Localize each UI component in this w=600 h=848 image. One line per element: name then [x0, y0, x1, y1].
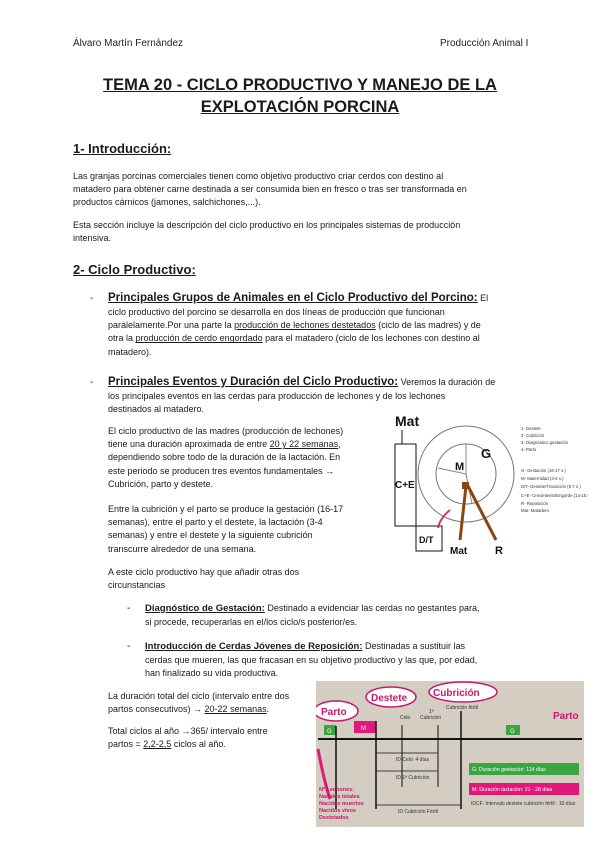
- total-line: .: [266, 704, 270, 715]
- cycle-line: Cubrición, parto y destete.: [108, 478, 214, 489]
- total-duration-paragraph: [108, 690, 318, 716]
- diagram-legend-item: C+E- Crecimiento/Engorde (14-15 s.): [521, 493, 588, 498]
- sub-bullet-diagnosis: [145, 601, 565, 629]
- diagram-dt-label: D/T: [419, 535, 434, 545]
- lechones-line: Nacidos muertos: [319, 801, 364, 807]
- sub-bullet-dash: -: [127, 603, 131, 614]
- intro-paragraph-2: [73, 219, 553, 245]
- section-1-heading: 1- Introducción:: [73, 141, 172, 156]
- cubricion-label: Cubrición: [433, 688, 480, 699]
- diagnosis-heading: Diagnóstico de Gestación:: [145, 603, 265, 614]
- title-line-2: EXPLOTACIÓN PORCINA: [200, 98, 400, 116]
- bullet-2-text: Veremos la duración de: [398, 377, 496, 387]
- intro-p1-line: productos cárnicos (jamones, salchichones,...).: [73, 197, 261, 208]
- bullet-1-text: ciclo productivo del porcino se desarrolla en dos líneas de producción que funcionan: [108, 307, 445, 317]
- gestation-line: transcurre alrededor de una semana.: [108, 543, 257, 554]
- year-line: ciclos al año.: [171, 739, 226, 750]
- title-line-1: TEMA 20 - CICLO PRODUCTIVO Y MANEJO DE LA: [103, 76, 497, 94]
- diagram-ce-label: C+E: [395, 480, 415, 491]
- year-line: Total ciclos al año →365/ intervalo entre: [108, 726, 268, 736]
- cycle-timeline-figure: [316, 681, 584, 827]
- replacement-heading: Introducción de Cerdas Jóvenes de Reposición:: [145, 641, 363, 652]
- celo-label: Celo: [400, 715, 411, 721]
- lechones-line: Nacidos vivos: [319, 808, 356, 814]
- diagnosis-text: si procede, recuperarlas en el/los ciclo/s posterior/es.: [145, 617, 358, 627]
- legend-idcf-text: IDCF: Intervalo destete cubrición fértil : 10 días: [471, 801, 576, 807]
- diagram-legend-item: D/T- Destete/Transición (5-7 s.): [521, 484, 581, 489]
- bullet-1-text: otra la: [108, 333, 136, 344]
- intro-p1-line: matadero para obtener carne destinada a ser consumida bien en fresco o tras ser transformada en: [73, 184, 467, 195]
- replacement-text: han finalizado su vida productiva.: [145, 668, 279, 679]
- bullet-2-text: destinados al matadero.: [108, 404, 205, 415]
- cycle-line: ,: [338, 439, 341, 450]
- bullet-dash: -: [90, 377, 94, 388]
- intro-p2-line: intensiva.: [73, 233, 112, 244]
- parto-right-label: Parto: [553, 711, 579, 722]
- circumstances-paragraph: [108, 566, 388, 592]
- bullet-dash: -: [90, 293, 94, 304]
- diagram-legend-item: M- Maternidad (3-4 s.): [521, 476, 564, 481]
- gestation-line: semanas) y entre el destete y la siguiente cubrición: [108, 530, 313, 541]
- cycle-paragraph: [108, 425, 388, 491]
- bullet-2-text: los principales eventos en las cerdas para producción de lechones y de los lechones: [108, 391, 446, 401]
- intro-paragraph-1: [73, 170, 553, 210]
- lechones-line: Nº Lechones:: [319, 787, 355, 793]
- primera-label: 1ª: [429, 709, 434, 715]
- cycle-line: tiene una duración aproximada de entre: [108, 439, 270, 450]
- diagram-legend-item: G- Gestación (16-17 s.): [521, 468, 566, 473]
- diagram-legend-item: R- Reposición: [521, 501, 548, 506]
- replacement-text: cerdas que mueren, las que fracasan en su objetivo productivo y las que, por edad,: [145, 655, 478, 665]
- diagram-mat-top: Mat: [395, 413, 420, 429]
- replacement-text: Destinadas a sustituir las: [362, 641, 466, 651]
- diagram-mat-bottom: Mat: [450, 546, 468, 557]
- lechones-line: Destetados: [319, 815, 349, 821]
- id-fertil-label: ID Cubrición Fértil: [398, 809, 439, 815]
- timeline-m-label: M: [361, 726, 366, 732]
- cycles-per-year-paragraph: [108, 725, 318, 751]
- bullet-1-text: paralelamente.Por una parte la: [108, 320, 235, 331]
- weeks-range-text: 20 y 22 semanas: [269, 439, 339, 450]
- parto-left-label: Parto: [321, 707, 347, 718]
- diagram-mat-arrow: [460, 486, 466, 540]
- gestation-paragraph: [108, 503, 388, 556]
- year-line: partos =: [108, 739, 144, 750]
- cubricion-fertil-label: Cubrición fértil: [446, 705, 478, 711]
- circumstances-line: A este ciclo productivo hay que añadir otras dos: [108, 567, 300, 577]
- sub-bullet-replacement: [145, 639, 565, 680]
- header-course: Producción Animal I: [440, 38, 529, 49]
- cycle-line: este periodo se producen tres eventos fundamentales →: [108, 465, 335, 476]
- bullet-1-text: (ciclo de las madres) y de: [375, 320, 481, 331]
- id-primera-label: ID 1ª Cubrición: [396, 775, 430, 781]
- bullet-1-text: para el matadero (ciclo de los lechones con destino al: [262, 333, 480, 344]
- id-celo-label: ID Celo: 4 días: [396, 757, 430, 763]
- production-cycle-diagram: [388, 408, 588, 558]
- diagram-r-arrow: [468, 486, 496, 540]
- weaned-piglets-text: producción de lechones destetados: [234, 320, 376, 331]
- sub-bullet-dash: -: [127, 641, 131, 652]
- cycle-line: El ciclo productivo de las madres (producción de lechones): [108, 426, 344, 436]
- intro-p1-line: Las granjas porcinas comerciales tienen como objetivo productivo criar cerdos con destino al: [73, 171, 444, 181]
- cycles-range-text: 2,2-2,5: [143, 739, 172, 750]
- circumstances-line: circunstancias: [108, 580, 166, 591]
- total-line: partos consecutivos) →: [108, 704, 205, 715]
- total-line: La duración total del ciclo (intervalo entre dos: [108, 691, 290, 701]
- diagram-legend-item: 2- Cubrición: [521, 433, 545, 438]
- primera-cubricion-label: Cubrición: [420, 715, 442, 721]
- cycle-diagram-svg: [388, 408, 588, 558]
- diagram-r-label: R: [495, 545, 503, 557]
- section-2-heading: 2- Ciclo Productivo:: [73, 262, 196, 277]
- timeline-g-right: G: [510, 729, 515, 735]
- fattened-pig-text: producción de cerdo engordado: [135, 333, 263, 344]
- bullet-animal-groups: [108, 291, 528, 359]
- header-author: Álvaro Martín Fernández: [73, 38, 184, 49]
- bullet-1-heading: Principales Grupos de Animales en el Ciclo Productivo del Porcino:: [108, 292, 478, 304]
- legend-lactation-text: M: Duración lactación: 21 - 28 días: [472, 787, 553, 793]
- timeline-g-left: G: [327, 729, 332, 735]
- lechones-line: Nacidos totales: [319, 794, 360, 800]
- destete-label: Destete: [371, 693, 408, 704]
- diagram-legend-item: 1- Destete: [521, 426, 541, 431]
- legend-gestation-text: G: Duración gestación: 114 días: [472, 767, 546, 773]
- diagnosis-text: Destinado a evidenciar las cerdas no gestantes para,: [264, 603, 480, 613]
- diagram-legend-item: 3- Diagnóstico gestación: [521, 440, 569, 445]
- timeline-svg: [316, 681, 584, 827]
- diagram-g-label: G: [481, 446, 492, 461]
- total-weeks-text: 20-22 semanas: [204, 704, 267, 715]
- diagram-m-label: M: [455, 461, 465, 473]
- diagram-legend-item: Mat- Matadero: [521, 508, 549, 513]
- bullet-1-text: El: [477, 293, 489, 303]
- cycle-line: dependiendo sobre todo de la duración de la lactación. En: [108, 452, 341, 463]
- bullet-1-text: matadero).: [108, 346, 152, 357]
- page-title: [0, 74, 600, 118]
- intro-p2-line: Esta sección incluye la descripción del ciclo productivo en los principales sistemas de producción: [73, 220, 461, 230]
- bullet-2-heading: Principales Eventos y Duración del Ciclo Productivo:: [108, 376, 399, 388]
- diagram-legend-item: 4- Parto: [521, 447, 537, 452]
- gestation-line: semanas), entre el parto y el destete, la lactación (3-4: [108, 517, 323, 528]
- gestation-line: Entre la cubrición y el parto se produce la gestación (16-17: [108, 504, 344, 514]
